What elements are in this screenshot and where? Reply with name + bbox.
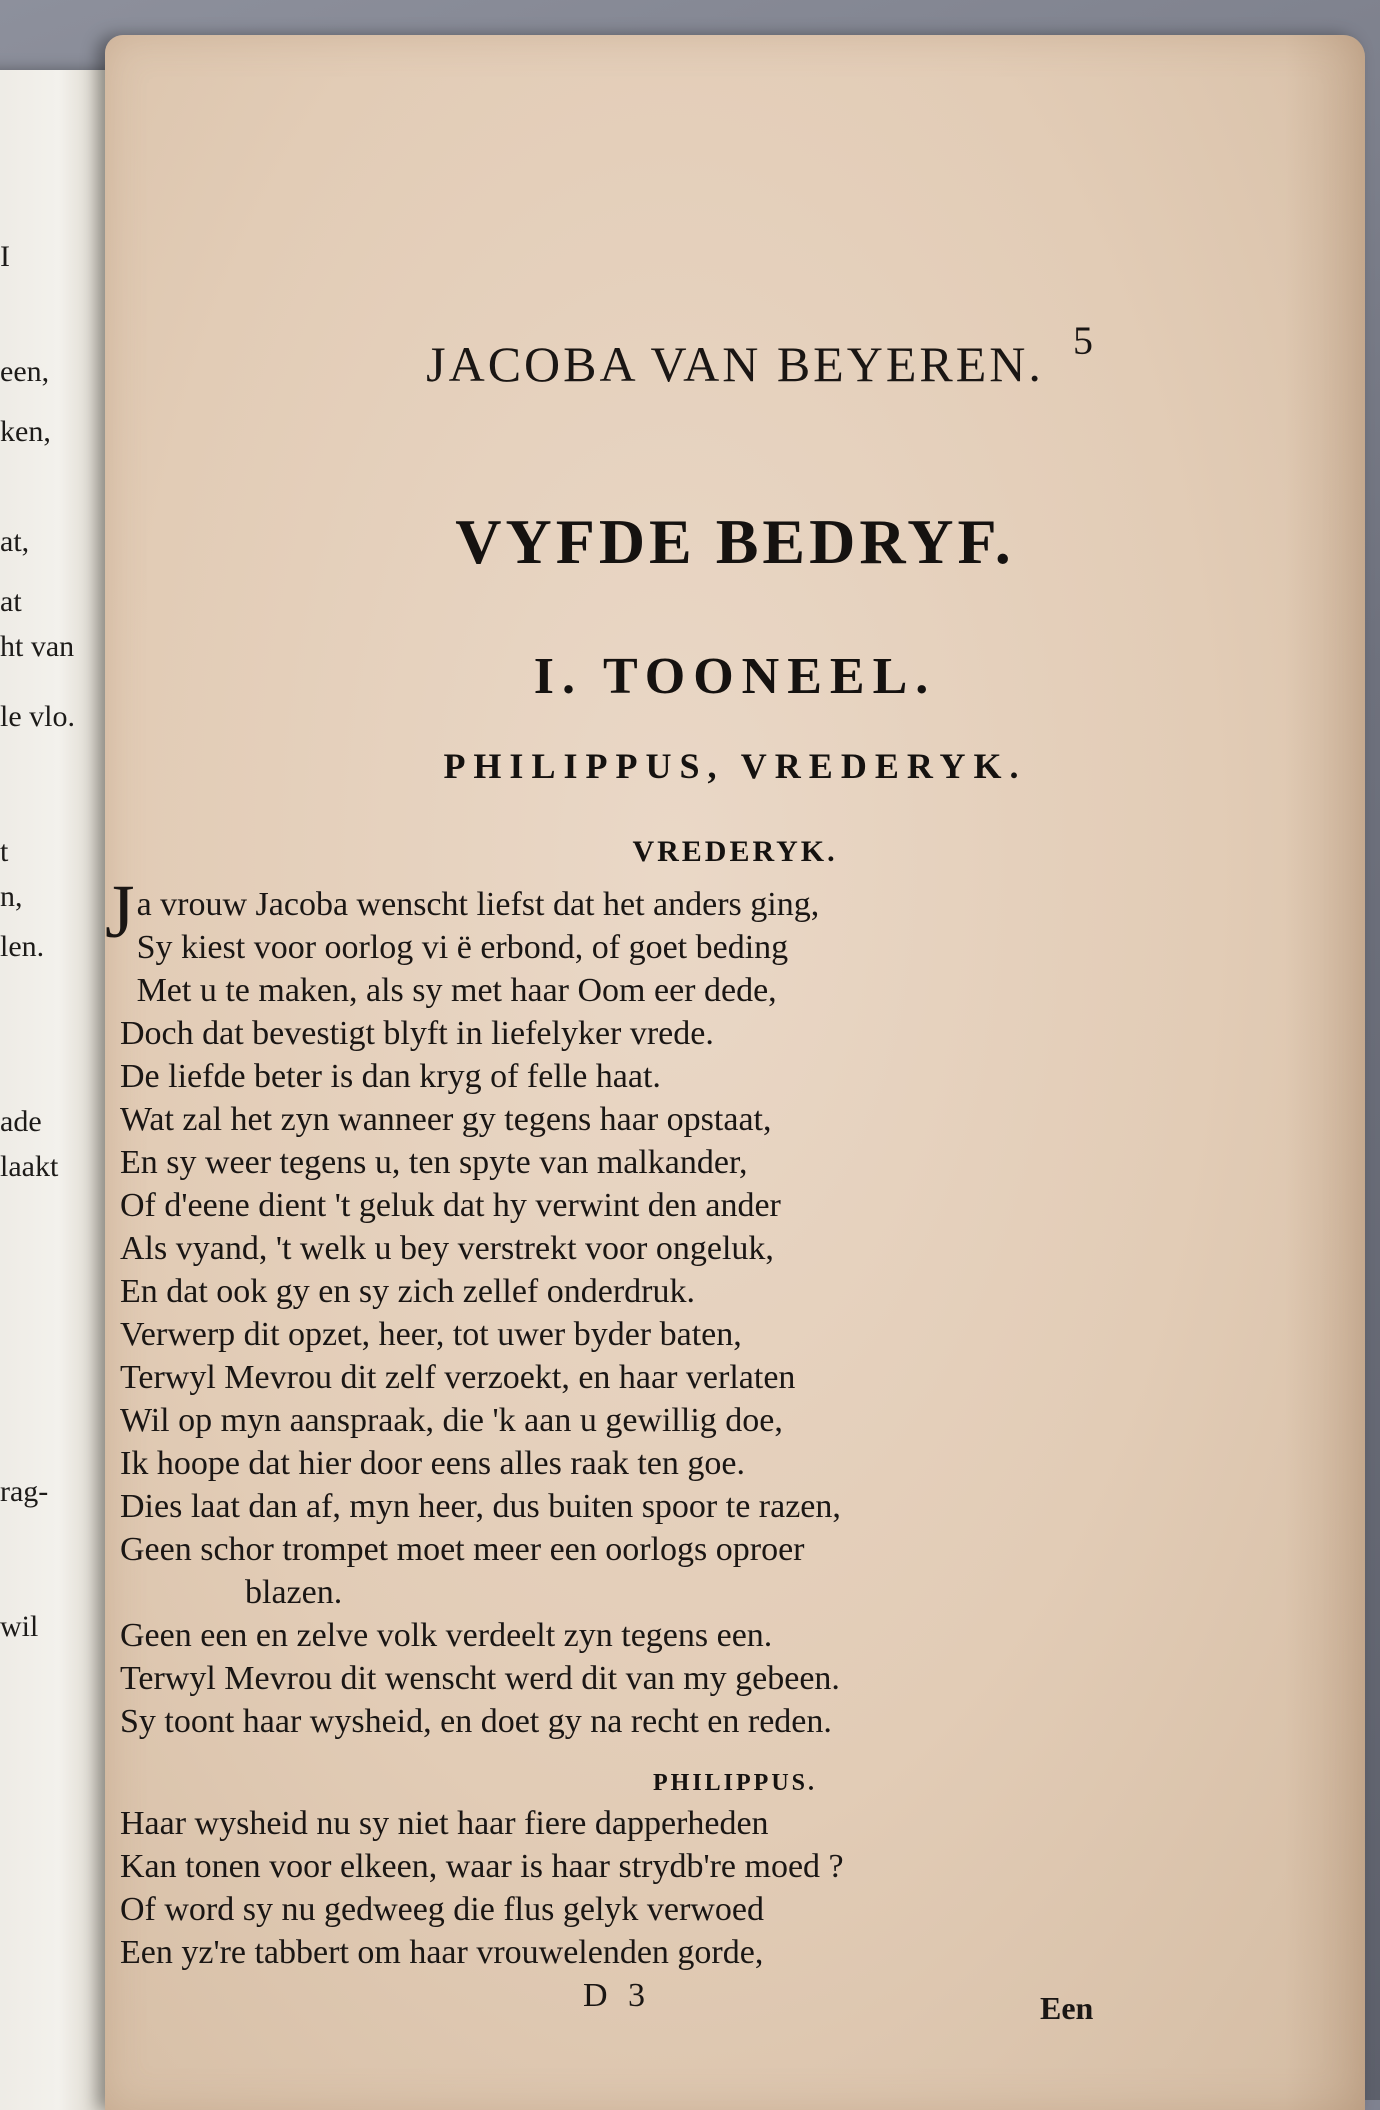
verse-line-text: a vrouw Jacoba wenscht liefst dat het anders ging, xyxy=(136,886,820,923)
verse-line: Verwerp dit opzet, heer, tot uwer byder baten, xyxy=(120,1316,742,1353)
left-page-edge xyxy=(0,70,116,2110)
verse-line: Ik hoope dat hier door eens alles raak ten goe. xyxy=(120,1445,745,1482)
left-page-fragment: ade xyxy=(0,1105,42,1138)
verse-line: Terwyl Mevrou dit zelf verzoekt, en haar verlaten xyxy=(120,1359,796,1396)
speech-block xyxy=(105,870,1365,1743)
running-head: JACOBA VAN BEYEREN. xyxy=(426,336,1044,392)
catchword: Een xyxy=(1040,1990,1094,2026)
left-page-fragment: I xyxy=(0,240,10,273)
drop-cap: J xyxy=(105,870,135,954)
verse-line: Haar wysheid nu sy niet haar fiere dapperheden xyxy=(120,1805,769,1842)
signature-mark: D 3 xyxy=(583,1977,652,2014)
verse-line: Als vyand, 't welk u bey verstrekt voor ongeluk, xyxy=(120,1230,774,1267)
characters-line: PHILIPPUS, VREDERYK. xyxy=(443,746,1027,786)
left-page-fragment: len. xyxy=(0,930,45,963)
verse-line: Een yz're tabbert om haar vrouwelenden gorde, xyxy=(120,1934,764,1971)
verse-line: Met u te maken, als sy met haar Oom eer dede, xyxy=(136,972,777,1009)
verse-line: De liefde beter is dan kryg of felle haat. xyxy=(120,1058,661,1095)
speaker-name: PHILIPPUS. xyxy=(652,1770,817,1796)
verse-line-continuation: blazen. xyxy=(245,1574,343,1611)
scene-title: I. TOONEEL. xyxy=(533,648,937,705)
left-page-fragment: n, xyxy=(0,880,23,913)
page-number: 5 xyxy=(1073,318,1093,363)
left-page-fragment: wil xyxy=(0,1610,39,1643)
verse-line: Wil op myn aanspraak, die 'k aan u gewillig doe, xyxy=(120,1402,783,1439)
verse-line: Sy kiest voor oorlog vi ë erbond, of goet beding xyxy=(136,929,789,966)
left-page-fragment: le vlo. xyxy=(0,700,75,733)
left-page-fragment: een, xyxy=(0,355,50,388)
left-page-fragment: ken, xyxy=(0,415,51,448)
speaker-name: VREDERYK. xyxy=(632,835,838,868)
verse-line: Wat zal het zyn wanneer gy tegens haar opstaat, xyxy=(120,1101,772,1138)
verse-line: Kan tonen voor elkeen, waar is haar strydb're moed ? xyxy=(120,1848,844,1885)
left-page-fragment: at xyxy=(0,585,22,618)
verse-line: Sy toont haar wysheid, en doet gy na recht en reden. xyxy=(120,1703,832,1740)
verse-line: Of word sy nu gedweeg die flus gelyk verwoed xyxy=(120,1891,764,1928)
left-page-fragment: t xyxy=(0,835,9,868)
left-page-fragment: ht van xyxy=(0,630,75,663)
act-title: VYFDE BEDRYF. xyxy=(455,506,1015,577)
speech-block xyxy=(105,1802,1365,1974)
verse-line: Of d'eene dient 't geluk dat hy verwint den ander xyxy=(120,1187,781,1224)
left-page-fragment: rag- xyxy=(0,1475,49,1508)
verse-line: Dies laat dan af, myn heer, dus buiten spoor te razen, xyxy=(120,1488,841,1525)
verse-line: En dat ook gy en sy zich zellef onderdruk. xyxy=(120,1273,695,1310)
verse-line: Doch dat bevestigt blyft in liefelyker vrede. xyxy=(120,1015,714,1052)
left-page-fragment: at, xyxy=(0,525,30,558)
book-page xyxy=(105,35,1365,2110)
verse-line: Geen een en zelve volk verdeelt zyn tegens een. xyxy=(120,1617,773,1654)
verse-line: En sy weer tegens u, ten spyte van malkander, xyxy=(120,1144,748,1181)
verse-line: Terwyl Mevrou dit wenscht werd dit van my gebeen. xyxy=(120,1660,840,1697)
verse-line: Geen schor trompet moet meer een oorlogs oproer xyxy=(120,1531,805,1568)
left-page-fragment: laakt xyxy=(0,1150,59,1183)
